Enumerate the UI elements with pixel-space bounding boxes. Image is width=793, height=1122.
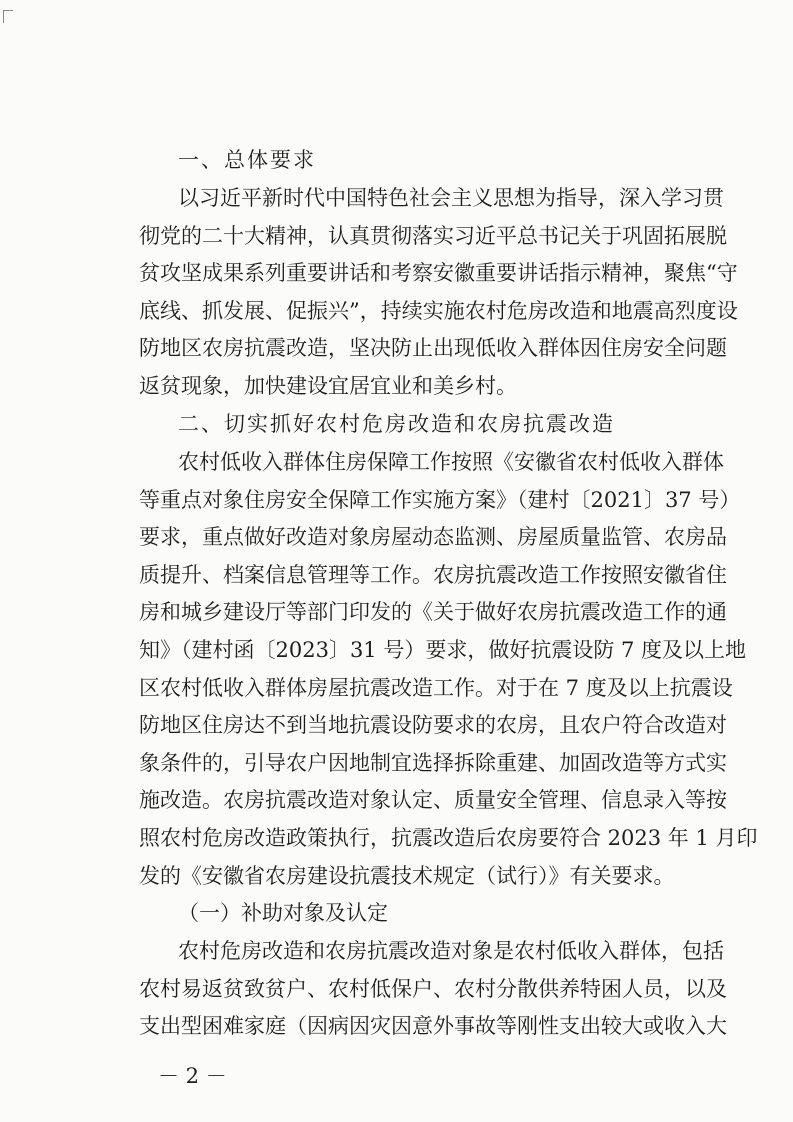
page-number: － 2 － [158, 1064, 227, 1088]
paragraph-line: 发的《安徽省农房建设抗震技术规定（试行）》有关要求。 [139, 863, 675, 888]
paragraph-line: 农村易返贫致贫户、农村低保户、农村分散供养特困人员，以及 [139, 976, 727, 1001]
paragraph-line: 要求，重点做好改造对象房屋动态监测、房屋质量监管、农房品 [139, 525, 727, 550]
paragraph-line: 知》（建村函〔2023〕31 号）要求，做好抗震设防 7 度及以上地 [139, 638, 747, 662]
section-heading-overall-requirements: 一、总体要求 [178, 148, 316, 172]
paragraph-line: 防地区住房达不到当地抗震设防要求的农房，且农户符合改造对 [139, 713, 727, 738]
paragraph-line: 房和城乡建设厅等部门印发的《关于做好农房抗震改造工作的通 [139, 600, 727, 625]
scan-corner-mark [3, 10, 13, 23]
paragraph-line: 象条件的，引导农户因地制宜选择拆除重建、加固改造等方式实 [139, 750, 727, 775]
paragraph-line: 区农村低收入群体房屋抗震改造工作。对于在 7 度及以上抗震设 [139, 675, 733, 700]
subsection-heading-subsidy-targets: （一）补助对象及认定 [178, 901, 388, 925]
paragraph-line: 支出型困难家庭（因病因灾因意外事故等刚性支出较大或收入大 [139, 1014, 727, 1039]
paragraph-line: 贫攻坚成果系列重要讲话和考察安徽重要讲话指示精神，聚焦“守 [139, 261, 738, 286]
paragraph-line: 等重点对象住房安全保障工作实施方案》（建村〔2021〕37 号） [139, 487, 741, 512]
paragraph-line: 农村低收入群体住房保障工作按照《安徽省农村低收入群体 [178, 450, 724, 474]
paragraph-line: 施改造。农房抗震改造对象认定、质量安全管理、信息录入等按 [139, 788, 727, 813]
paragraph-line: 质提升、档案信息管理等工作。农房抗震改造工作按照安徽省住 [139, 562, 727, 587]
paragraph-line: 底线、抓发展、促振兴”，持续实施农村危房改造和地震高烈度设 [139, 298, 738, 323]
paragraph-line: 防地区农房抗震改造，坚决防止出现低收入群体因住房安全问题 [139, 336, 727, 361]
paragraph-line: 返贫现象，加快建设宜居宜业和美乡村。 [139, 374, 517, 398]
paragraph-line: 以习近平新时代中国特色社会主义思想为指导，深入学习贯 [178, 186, 724, 210]
paragraph-line: 照农村危房改造政策执行，抗震改造后农房要符合 2023 年 1 月印 [139, 826, 758, 850]
paragraph-line: 彻党的二十大精神，认真贯彻落实习近平总书记关于巩固拓展脱 [139, 223, 727, 248]
section-heading-renovation: 二、切实抓好农村危房改造和农房抗震改造 [178, 412, 615, 436]
paragraph-line: 农村危房改造和农房抗震改造对象是农村低收入群体，包括 [178, 939, 724, 963]
